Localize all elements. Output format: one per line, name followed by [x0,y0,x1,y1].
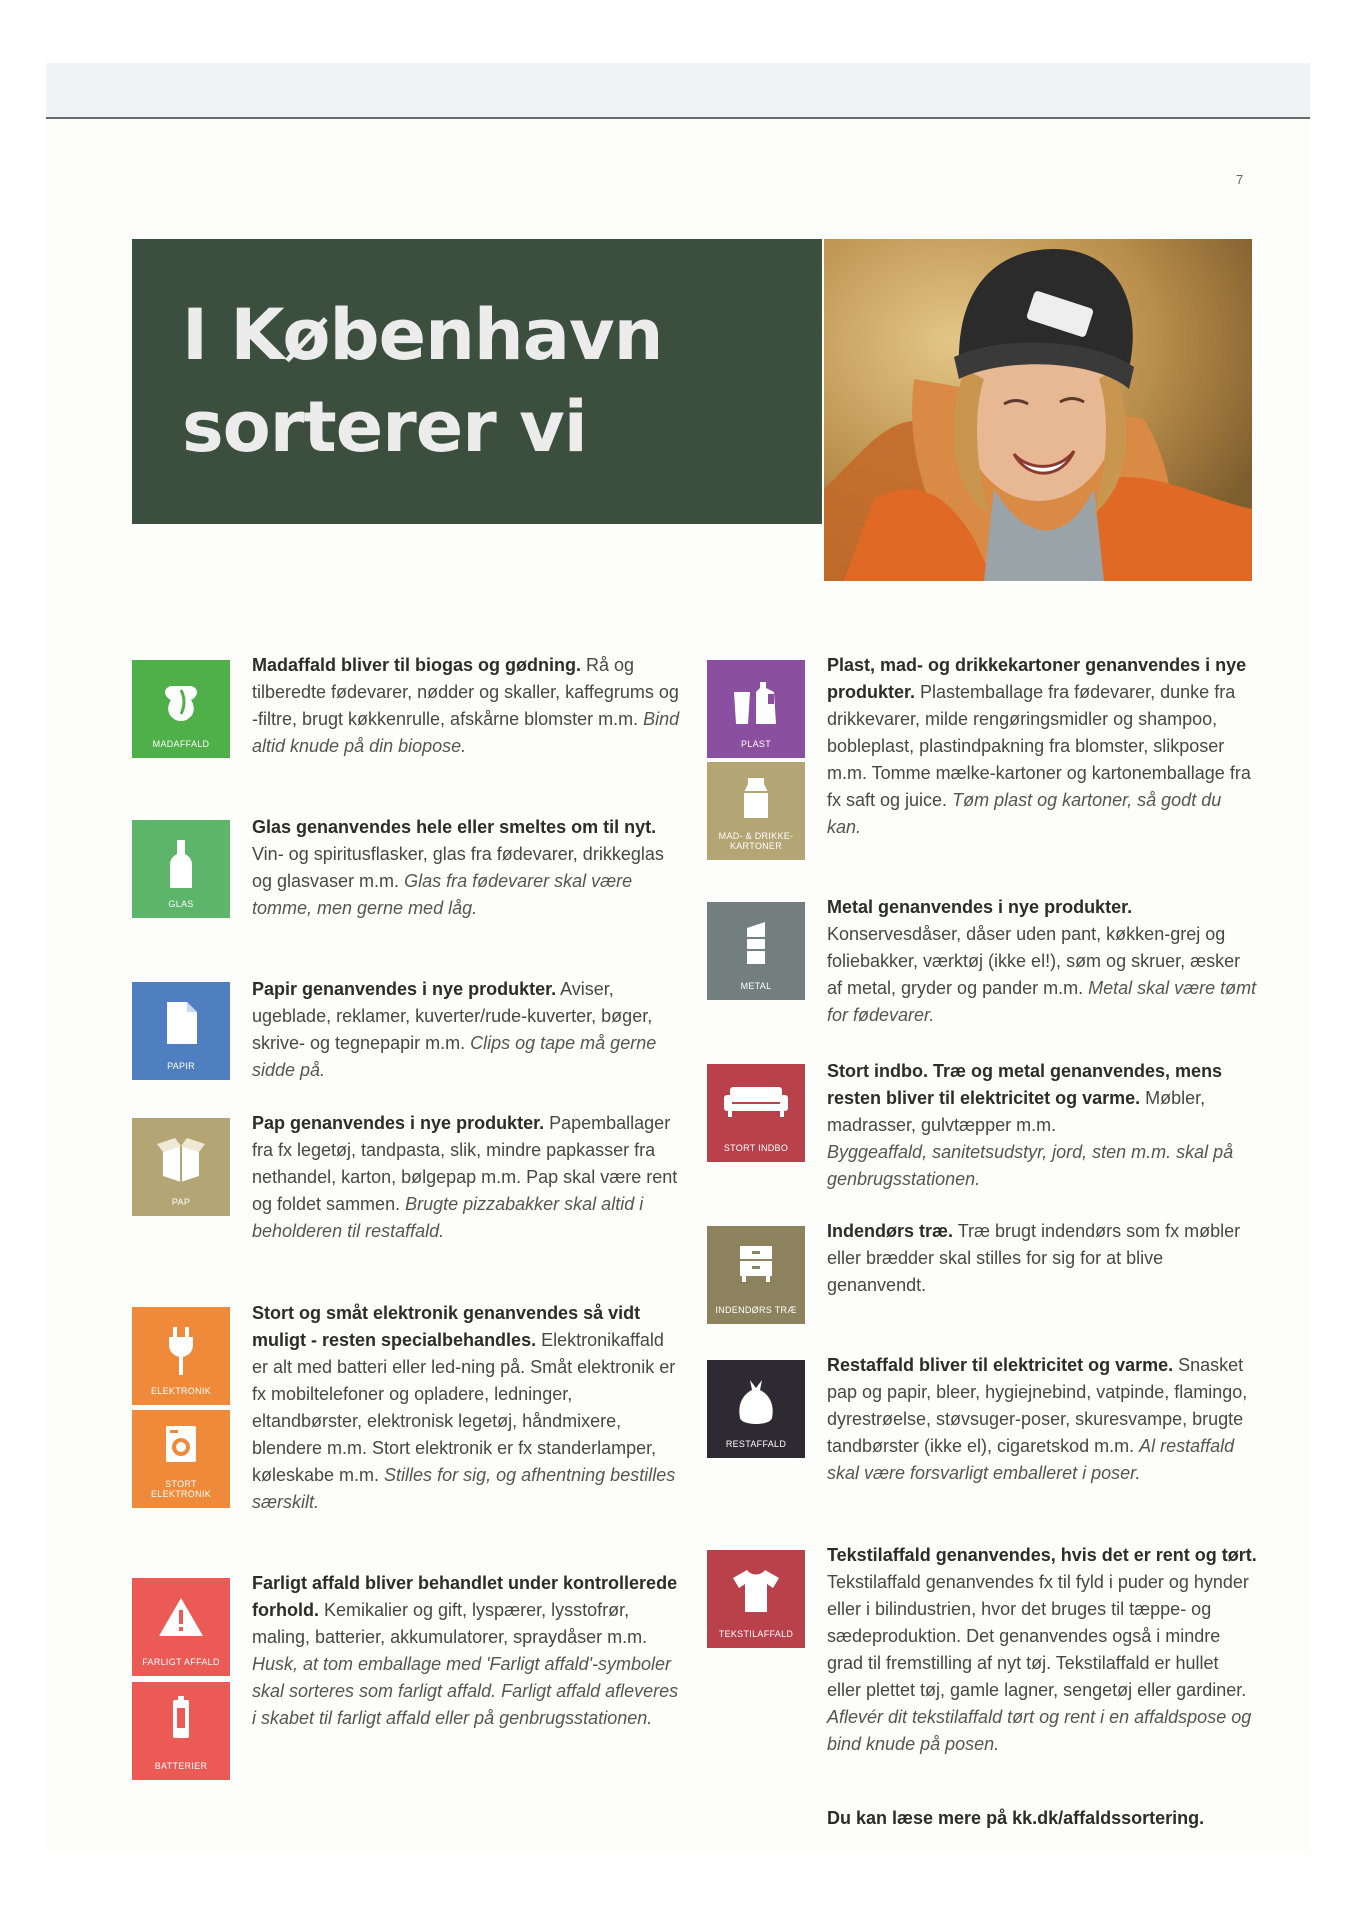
hero-title-line1: I København [182,294,663,376]
restaffald-heading: Restaffald bliver til elektricitet og varme. [827,1355,1174,1375]
apple-core-icon [132,678,230,733]
can-icon [707,920,805,975]
hero-photo [824,239,1252,581]
tekstilaffald-tile [707,1550,805,1648]
stort-indbo-body: Møbler, madrasser, gulvtæpper m.m. [827,1088,1206,1135]
stort-elektronik-tile [132,1410,230,1508]
papir-text [252,976,682,1084]
trash-bag-icon [707,1378,805,1437]
farligt-affald-body: Kemikalier og gift, lyspærer, lysstofrør, maling, batterier, akkumulatorer, spraydåser m.m. [252,1600,648,1647]
stort-indbo-label: STORT INDBO [723,1143,789,1153]
stort-indbo-text [827,1058,1257,1193]
plast-body: Plastemballage fra fødevarer, dunke fra drikkevarer, milde rengøringsmidler og shampoo, bobleplast, plastindpakning fra blomster, slikposer m.m. Tomme mælke-kartoner og kartonemballage fra fx saft og juice. [827,682,1251,810]
cabinet-icon [707,1244,805,1293]
elektronik-heading: Stort og småt elektronik genanvendes så vidt muligt - resten specialbehandles. [252,1303,641,1350]
tekstilaffald-text [827,1542,1257,1758]
stort-indbo-heading: Stort indbo. Træ og metal genanvendes, mens resten bliver til elektricitet og varme. [827,1061,1223,1108]
battery-icon [132,1696,230,1751]
glas-text [252,814,682,922]
farligt-affald-heading: Farligt affald bliver behandlet under kontrollerede forhold. [252,1573,678,1620]
stort-indbo-note: Byggeaffald, sanitetsudstyr, jord, sten m.m. skal på genbrugsstationen. [827,1142,1234,1189]
glas-label: GLAS [168,899,194,909]
elektronik-body: Elektronikaffald er alt med batteri eller led-ning på. Småt elektronik er fx mobiltelefoner og opladere, ledninger, eltandbørster, elektronisk legetøj, håndmixere, blendere m.m. Stort elektronik er fx standerlamper, køleskabe m.m. [252,1330,676,1485]
plast-text [827,652,1257,841]
madaffald-note: Bind altid knude på din biopose. [252,709,680,756]
farligt-affald-text [252,1570,682,1732]
papir-tile [132,982,230,1080]
farligt-affald-label: FARLIGT AFFALD [142,1657,220,1667]
sofa-icon [707,1082,805,1128]
metal-body: Konservesdåser, dåser uden pant, køkken-grej og foliebakker, værktøj (ikke el!), søm og skruer, æsker af metal, gryder og pander m.m. [827,924,1241,998]
tekstilaffald-label: TEKSTILAFFALD [718,1629,794,1639]
restaffald-note: Al restaffald skal være forsvarligt emballeret i poser. [827,1436,1235,1483]
indendoers-trae-tile [707,1226,805,1324]
restaffald-body: Snasket pap og papir, bleer, hygiejnebind, vatpinde, flamingo, dyrestrøelse, støvsuger-poser, skuresvampe, brugte tandbørster (ikke el), cigaretskod m.m. [827,1355,1248,1456]
plug-icon [132,1325,230,1386]
indendoers-trae-heading: Indendørs træ. [827,1221,954,1241]
plast-tile [707,660,805,758]
hero-title-line2: sorterer vi [182,386,587,468]
page-number: 7 [1236,172,1244,187]
elektronik-label: ELEKTRONIK [150,1386,211,1396]
pap-text [252,1110,682,1245]
metal-note: Metal skal være tømt for fødevarer. [827,978,1257,1025]
metal-text [827,894,1257,1029]
glas-note: Glas fra fødevarer skal være tomme, men gerne med låg. [252,871,633,918]
scan-top-strip [46,63,1310,119]
plast-label: PLAST [740,739,771,749]
batterier-tile [132,1682,230,1780]
papir-body: Aviser, ugeblade, reklamer, kuverter/rude-kuverter, bøger, skrive- og tegnepapir m.m. [252,979,653,1053]
indendoers-trae-body: Træ brugt indendørs som fx møbler eller brædder skal stilles for sig for at blive genanvendt. [827,1221,1241,1295]
washing-machine-icon [132,1424,230,1475]
indendoers-trae-label: INDENDØRS TRÆ [715,1305,797,1315]
restaffald-tile [707,1360,805,1458]
tekstilaffald-note: Aflevér dit tekstilaffald tørt og rent i en affaldspose og bind knude på posen. [827,1707,1252,1754]
papir-note: Clips og tape må gerne sidde på. [252,1033,657,1080]
madaffald-heading: Madaffald bliver til biogas og gødning. [252,655,582,675]
madaffald-text [252,652,682,760]
plastic-bottle-icon [707,678,805,735]
stort-indbo-tile [707,1064,805,1162]
metal-tile [707,902,805,1000]
madaffald-label: MADAFFALD [152,739,210,749]
madaffald-tile [132,660,230,758]
warning-icon [132,1596,230,1647]
glas-heading: Glas genanvendes hele eller smeltes om til nyt. [252,817,657,837]
farligt-affald-tile [132,1578,230,1676]
restaffald-label: RESTAFFALD [725,1439,787,1449]
paper-icon [132,1000,230,1055]
pap-label: PAP [171,1197,191,1207]
indendoers-trae-text [827,1218,1257,1299]
plast-heading: Plast, mad- og drikkekartoner genanvendes i nye produkter. [827,655,1247,702]
restaffald-text [827,1352,1257,1487]
kartoner-label: MAD- & DRIKKE-KARTONER [718,831,794,851]
hero-title [182,289,662,473]
milk-carton-icon [707,776,805,831]
pap-note: Brugte pizzabakker skal altid i beholderen til restaffald. [252,1194,644,1241]
glas-body: Vin- og spiritusflasker, glas fra fødevarer, drikkeglas og glasvaser m.m. [252,844,664,891]
hero-banner [132,239,822,524]
glas-tile [132,820,230,918]
pap-body: Papemballager fra fx legetøj, tandpasta, slik, mindre papkasser fra nethandel, karton, bølgepap m.m. Pap skal være rent og foldet sammen. [252,1113,678,1214]
elektronik-tile [132,1307,230,1405]
tekstilaffald-heading: Tekstilaffald genanvendes, hvis det er rent og tørt. [827,1545,1257,1565]
pap-tile [132,1118,230,1216]
metal-label: METAL [740,981,772,991]
tshirt-icon [707,1568,805,1623]
kartoner-tile [707,762,805,860]
woman-photo-illustration [824,239,1252,581]
farligt-affald-note: Husk, at tom emballage med 'Farligt affald'-symboler skal sorteres som farligt affald. Farligt affald afleveres i skabet til farligt affald eller på genbrugsstationen. [252,1654,679,1728]
stort-elektronik-label: STORT ELEKTRONIK [150,1479,211,1499]
bottle-icon [132,838,230,899]
pap-heading: Pap genanvendes i nye produkter. [252,1113,545,1133]
footer-more-info-link[interactable]: Du kan læse mere på kk.dk/affaldssortering. [827,1808,1205,1828]
tekstilaffald-body: Tekstilaffald genanvendes fx til fyld i puder og hynder eller i bilindustrien, hvor det bruges til tæppe- og sædeproduktion. Det genanvendes også i mindre grad til fremstilling af nyt tøj. Tekstilaffald er hullet eller plettet tøj, gamle lagner, sengetøj eller gardiner. [827,1572,1249,1700]
metal-heading: Metal genanvendes i nye produkter. [827,897,1133,917]
papir-heading: Papir genanvendes i nye produkter. [252,979,557,999]
batterier-label: BATTERIER [154,1761,208,1771]
box-icon [132,1136,230,1191]
papir-label: PAPIR [167,1061,195,1071]
elektronik-note: Stilles for sig, og afhentning bestilles særskilt. [252,1465,676,1512]
plast-note: Tøm plast og kartoner, så godt du kan. [827,790,1222,837]
elektronik-text [252,1300,682,1516]
madaffald-body: Rå og tilberedte fødevarer, nødder og skaller, kaffegrums og -filtre, brugt køkkenrulle, afskårne blomster m.m. [252,655,679,729]
